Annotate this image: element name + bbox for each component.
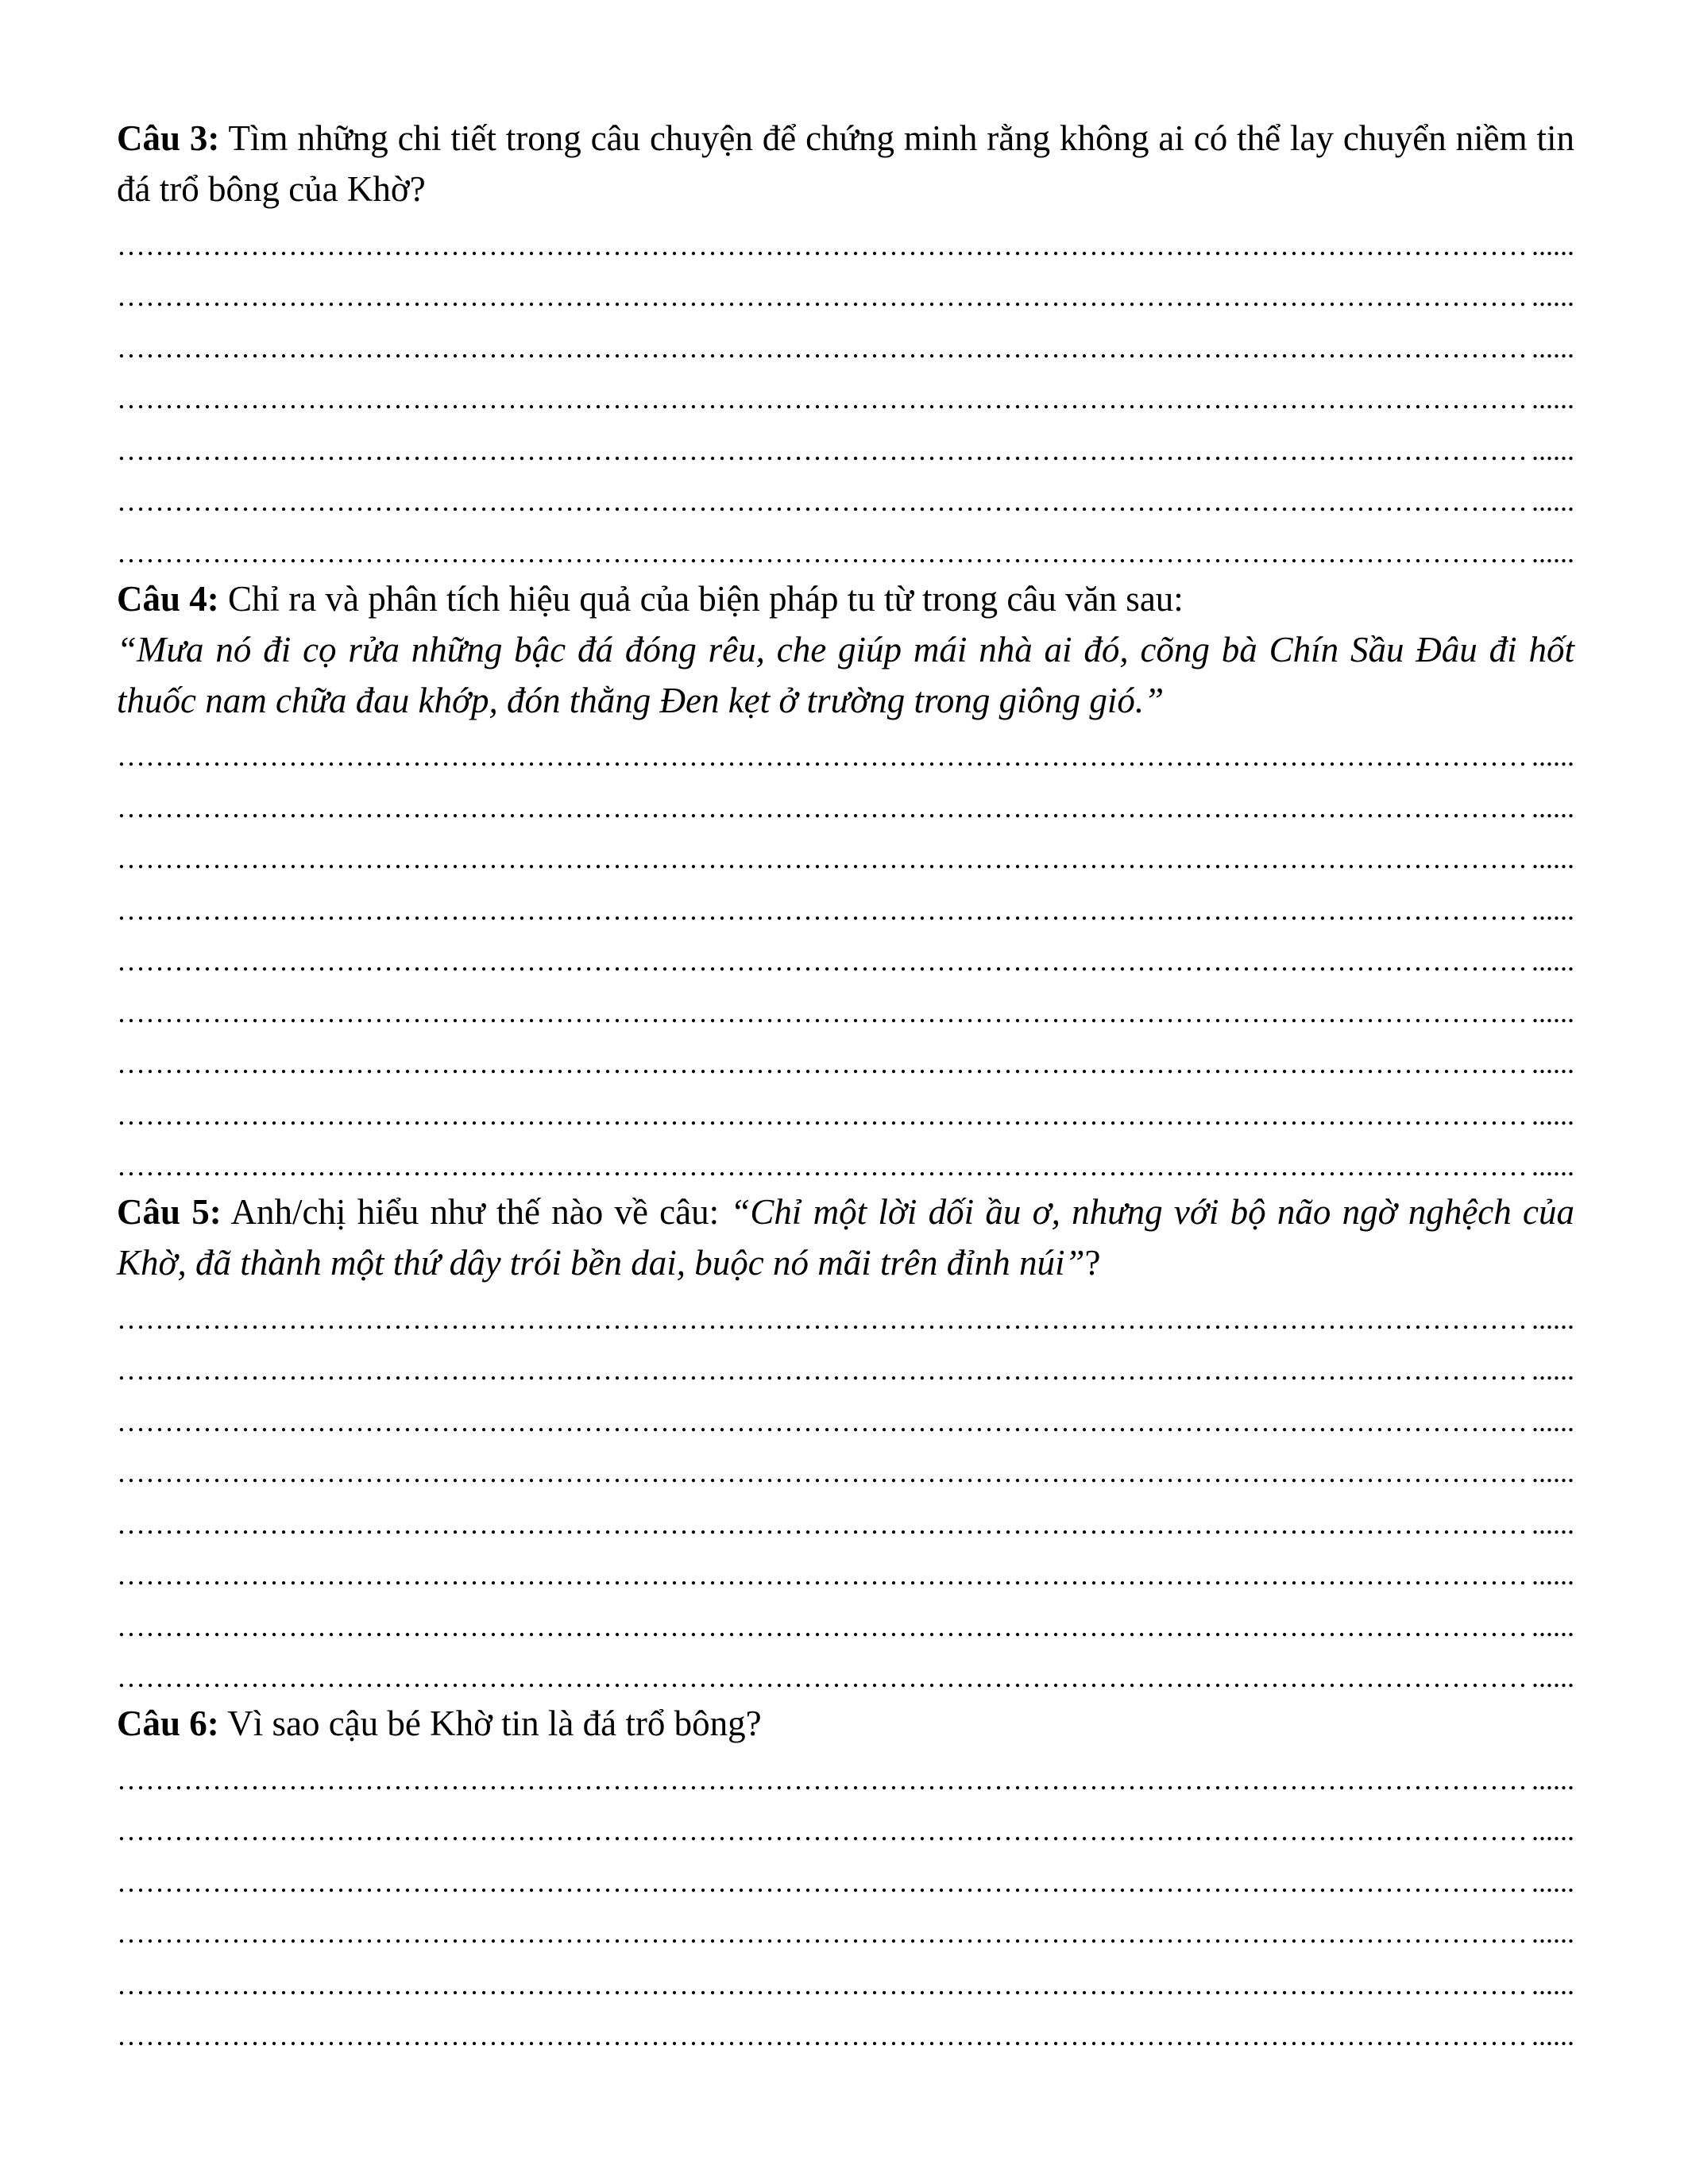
answer-line[interactable]: …………………………………………………………………………………………………………………………………………………………………………………………………………………………………………………………………………………………… ......	[117, 419, 1574, 471]
question-6-prompt: Vì sao cậu bé Khờ tin là đá trổ bông?	[218, 1704, 762, 1743]
answer-line[interactable]: …………………………………………………………………………………………………………………………………………………………………………………………………………………………………………………………………………………………… ......	[117, 1596, 1574, 1647]
answer-line[interactable]: …………………………………………………………………………………………………………………………………………………………………………………………………………………………………………………………………………………………… ......	[117, 522, 1574, 573]
question-3	[117, 113, 1574, 573]
worksheet-page	[117, 113, 1574, 2056]
question-3-label: Câu 3:	[117, 118, 220, 158]
answer-line[interactable]: …………………………………………………………………………………………………………………………………………………………………………………………………………………………………………………………………………………………… ......	[117, 1545, 1574, 1596]
question-6-text	[117, 1698, 1574, 1749]
question-3-text	[117, 113, 1574, 214]
answer-line[interactable]: …………………………………………………………………………………………………………………………………………………………………………………………………………………………………………………………………………………………… ......	[117, 1903, 1574, 1954]
answer-line[interactable]: …………………………………………………………………………………………………………………………………………………………………………………………………………………………………………………………………………………………… ......	[117, 1288, 1574, 1340]
answer-line[interactable]: …………………………………………………………………………………………………………………………………………………………………………………………………………………………………………………………………………………………… ......	[117, 214, 1574, 266]
question-5-text	[117, 1187, 1574, 1288]
answer-line[interactable]: …………………………………………………………………………………………………………………………………………………………………………………………………………………………………………………………………………………………… ......	[117, 879, 1574, 931]
answer-line[interactable]: …………………………………………………………………………………………………………………………………………………………………………………………………………………………………………………………………………………………… ......	[117, 982, 1574, 1033]
question-5-prompt: Anh/chị hiểu như thế nào về câu:	[221, 1192, 731, 1232]
question-5	[117, 1187, 1574, 1698]
question-5-quote: “Chỉ một lời dối ầu ơ, nhưng với bộ não ngờ nghệch của Khờ, đã thành một thứ dây trói bền dai, buộc nó mãi trên đỉnh núi”	[117, 1192, 1574, 1283]
answer-line[interactable]: …………………………………………………………………………………………………………………………………………………………………………………………………………………………………………………………………………………………… ......	[117, 1749, 1574, 1800]
answer-line[interactable]: …………………………………………………………………………………………………………………………………………………………………………………………………………………………………………………………………………………………… ......	[117, 777, 1574, 828]
answer-line[interactable]: …………………………………………………………………………………………………………………………………………………………………………………………………………………………………………………………………………………………… ......	[117, 317, 1574, 369]
question-5-end: ?	[1084, 1243, 1101, 1283]
answer-line[interactable]: …………………………………………………………………………………………………………………………………………………………………………………………………………………………………………………………………………………………… ......	[117, 266, 1574, 318]
question-4	[117, 573, 1574, 1187]
question-5-answer-lines[interactable]	[117, 1288, 1574, 1698]
answer-line[interactable]: …………………………………………………………………………………………………………………………………………………………………………………………………………………………………………………………………………………………… ......	[117, 1442, 1574, 1494]
answer-line[interactable]: …………………………………………………………………………………………………………………………………………………………………………………………………………………………………………………………………………………………… ......	[117, 1493, 1574, 1545]
answer-line[interactable]: …………………………………………………………………………………………………………………………………………………………………………………………………………………………………………………………………………………………… ......	[117, 828, 1574, 880]
question-4-label: Câu 4:	[117, 578, 219, 619]
answer-line[interactable]: …………………………………………………………………………………………………………………………………………………………………………………………………………………………………………………………………………………………… ......	[117, 369, 1574, 420]
answer-line[interactable]: …………………………………………………………………………………………………………………………………………………………………………………………………………………………………………………………………………………………… ......	[117, 1647, 1574, 1699]
question-3-prompt: Tìm những chi tiết trong câu chuyện để chứng minh rằng không ai có thể lay chuyển niềm tin đá trổ bông của Khờ?	[117, 118, 1574, 209]
question-6	[117, 1698, 1574, 2056]
question-3-answer-lines[interactable]	[117, 214, 1574, 573]
answer-line[interactable]: …………………………………………………………………………………………………………………………………………………………………………………………………………………………………………………………………………………………… ......	[117, 1954, 1574, 2005]
question-4-prompt: Chỉ ra và phân tích hiệu quả của biện pháp tu từ trong câu văn sau:	[218, 578, 1184, 619]
answer-line[interactable]: …………………………………………………………………………………………………………………………………………………………………………………………………………………………………………………………………………………………… ......	[117, 471, 1574, 523]
question-6-label: Câu 6:	[117, 1704, 219, 1743]
question-4-quote: “Mưa nó đi cọ rửa những bậc đá đóng rêu, che giúp mái nhà ai đó, cõng bà Chín Sầu Đâu đi hốt thuốc nam chữa đau khớp, đón thằng Đen kẹt ở trường trong giông gió.”	[117, 629, 1574, 720]
question-5-label: Câu 5:	[117, 1192, 222, 1232]
answer-line[interactable]: …………………………………………………………………………………………………………………………………………………………………………………………………………………………………………………………………………………………… ......	[117, 1340, 1574, 1391]
answer-line[interactable]: …………………………………………………………………………………………………………………………………………………………………………………………………………………………………………………………………………………………… ......	[117, 1136, 1574, 1187]
answer-line[interactable]: …………………………………………………………………………………………………………………………………………………………………………………………………………………………………………………………………………………………… ......	[117, 1800, 1574, 1852]
answer-line[interactable]: …………………………………………………………………………………………………………………………………………………………………………………………………………………………………………………………………………………………… ......	[117, 726, 1574, 778]
answer-line[interactable]: …………………………………………………………………………………………………………………………………………………………………………………………………………………………………………………………………………………………… ......	[117, 1033, 1574, 1085]
answer-line[interactable]: …………………………………………………………………………………………………………………………………………………………………………………………………………………………………………………………………………………………… ......	[117, 2005, 1574, 2057]
answer-line[interactable]: …………………………………………………………………………………………………………………………………………………………………………………………………………………………………………………………………………………………… ......	[117, 1391, 1574, 1442]
question-4-text	[117, 573, 1574, 624]
answer-line[interactable]: …………………………………………………………………………………………………………………………………………………………………………………………………………………………………………………………………………………………… ......	[117, 931, 1574, 982]
question-6-answer-lines[interactable]	[117, 1749, 1574, 2056]
answer-line[interactable]: …………………………………………………………………………………………………………………………………………………………………………………………………………………………………………………………………………………………… ......	[117, 1851, 1574, 1903]
question-4-answer-lines[interactable]	[117, 726, 1574, 1187]
answer-line[interactable]: …………………………………………………………………………………………………………………………………………………………………………………………………………………………………………………………………………………………… ......	[117, 1084, 1574, 1136]
